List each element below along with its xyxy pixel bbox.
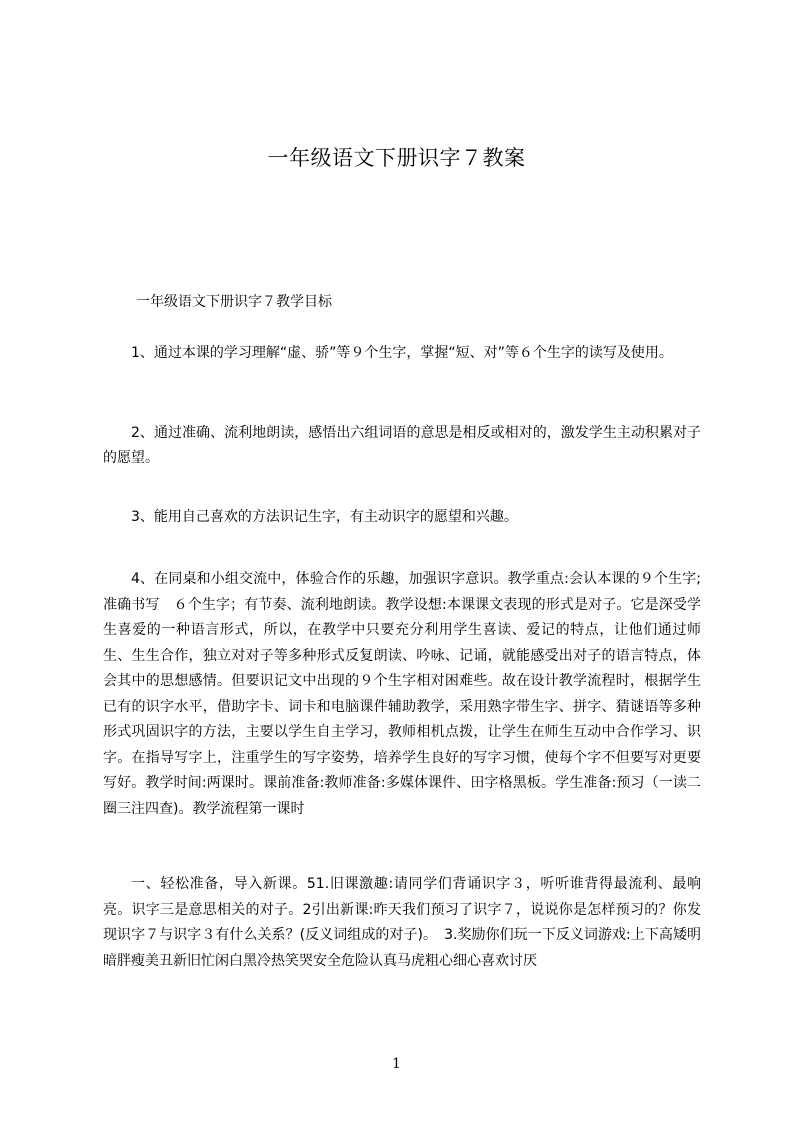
section-heading: 一年级语文下册识字７教学目标 bbox=[136, 294, 332, 310]
document-title: 一年级语文下册识字７教案 bbox=[267, 146, 526, 170]
objective-paragraph-2: 2、通过准确、流利地朗读，感悟出六组词语的意思是相反或相对的，激发学生主动积累对子的愿望。 bbox=[103, 425, 701, 466]
objective-paragraph-1: 1、通过本课的学习理解“虚、骄”等９个生字，掌握“短、对”等６个生字的读写及使用。 bbox=[131, 345, 673, 361]
objective-paragraph-3: 3、能用自己喜欢的方法识记生字，有主动识字的愿望和兴趣。 bbox=[131, 509, 518, 525]
lesson-flow-paragraph: 一、轻松准备，导入新课。51.旧课激趣:请同学们背诵识字３，听听谁背得最流利、最响亮。识字三是意思相关的对子。2引出新课:昨天我们预习了识字７，说说你是怎样预习的？你发现识字７与识字３有什么关系？(反义词组成的对子)。 3.奖励你们玩一下反义词游戏:上下高矮明暗胖瘦美丑新旧忙闲白黑冷热笑哭安全危险认真马虎粗心细心喜欢讨厌 bbox=[103, 876, 701, 969]
page-number: 1 bbox=[392, 1056, 401, 1072]
objective-paragraph-4: 4、在同桌和小组交流中，体验合作的乐趣，加强识字意识。教学重点:会认本课的９个生字;准确书写 ６个生字；有节奏、流利地朗读。教学设想:本课课文表现的形式是对子。它是深受学生喜爱的一种语言形式，所以，在教学中只要充分利用学生喜读、爱记的特点，让他们通过师生、生生合作，独立对对子等多种形式反复朗读、吟咏、记诵，就能感受出对子的语言特点，体会其中的思想感情。但要识记文中出现的９个生字相对困难些。故在设计教学流程时，根据学生已有的识字水平，借助字卡、词卡和电脑课件辅助教学，采用熟字带生字、拼字、猜谜语等多种形式巩固识字的方法，主要以学生自主学习，教师相机点拨，让学生在师生互动中合作学习、识字。在指导写字上，注重学生的写字姿势，培养学生良好的写字习惯，使每个字不但要写对更要写好。教学时间:两课时。课前准备:教师准备:多媒体课件、田字格黑板。学生准备:预习（一读二圈三注四查)。教学流程第一课时 bbox=[103, 571, 701, 817]
